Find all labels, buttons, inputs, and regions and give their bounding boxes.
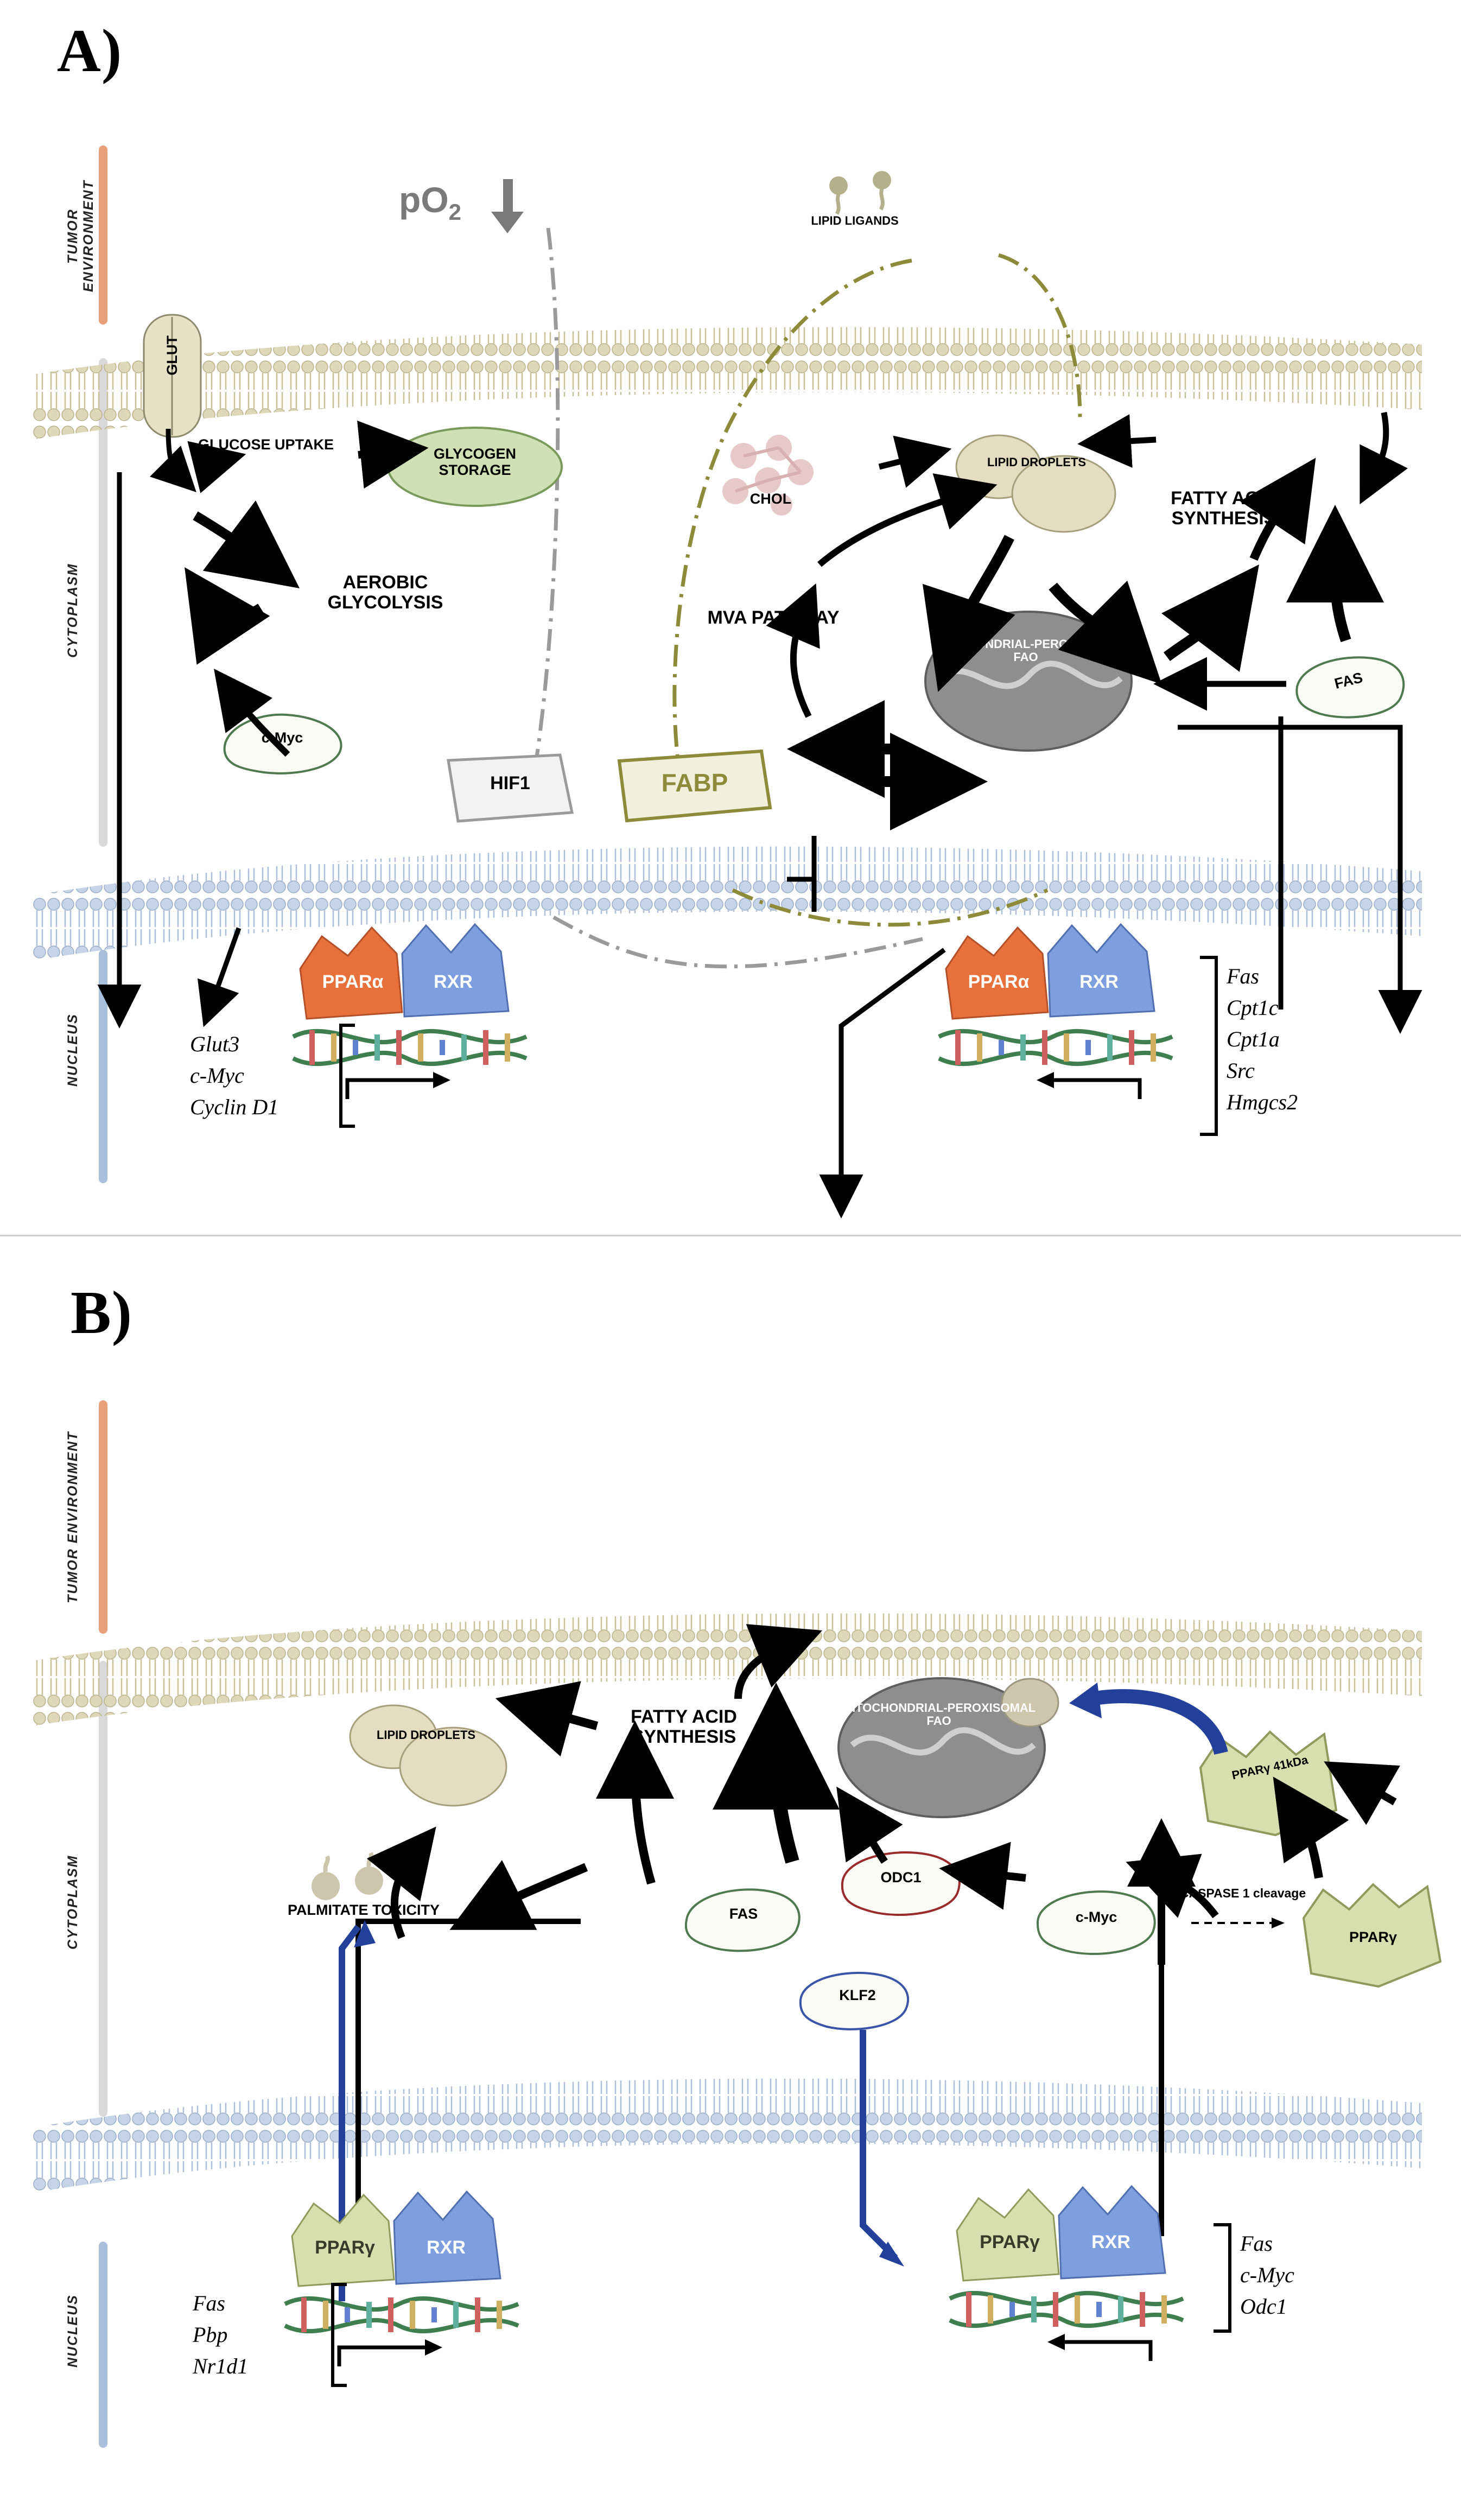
panel-b-compartment-cytoplasm: CYTOPLASM [65, 1855, 80, 1950]
caspase-cleavage-label: CASPASE 1 cleavage [1179, 1886, 1306, 1900]
mito-fao-label-a: MITOCHONDRIAL-PEROXISOMAL FAO [929, 637, 1123, 664]
ppara-label-right: PPARα [968, 972, 1030, 992]
pparg-label-left: PPARγ [315, 2237, 375, 2258]
transcription-arrow-right-a [1026, 1061, 1161, 1110]
glucose-uptake-label: GLUCOSE UPTAKE [198, 436, 334, 453]
lipid-droplets-label-a: LIPID DROPLETS [987, 455, 1087, 469]
panel-b-letter: B) [71, 1279, 132, 1347]
rxr-label-left-b: RXR [427, 2237, 466, 2258]
mva-pathway-label: MVA PATHWAY [707, 607, 840, 628]
aerobic-glycolysis-label: AEROBIC GLYCOLYSIS [327, 572, 443, 613]
klf2-label: KLF2 [839, 1987, 876, 2003]
gene-list-left-a: Glut3 c-Myc Cyclin D1 [190, 1032, 279, 1119]
hif1-label: HIF1 [490, 773, 530, 794]
panel-divider [0, 1235, 1461, 1236]
fabp-label: FABP [661, 769, 728, 797]
rxr-label-left: RXR [434, 972, 473, 992]
fas-label-b: FAS [729, 1906, 758, 1922]
fatty-acid-synthesis-label-b: FATTY ACID SYNTHESIS [631, 1706, 737, 1748]
glycogen-storage-label: GLYCOGEN STORAGE [433, 446, 517, 478]
panel-b-compartment-nucleus: NUCLEUS [65, 2294, 80, 2368]
lipid-droplets-label-b: LIPID DROPLETS [376, 1728, 476, 1742]
cmyc-label-b: c-Myc [1075, 1909, 1117, 1925]
palmitate-toxicity-label: PALMITATE TOXICITY [288, 1902, 440, 1918]
panel-a-compartment-tumor: TUMOR ENVIRONMENT [65, 180, 96, 293]
pparg-41kda-label: PPARγ 41kDa [1230, 1753, 1310, 1782]
gene-list-left-bracket-b [328, 2282, 350, 2391]
gene-list-right-bracket-a [1197, 955, 1221, 1140]
rxr-label-right: RXR [1079, 972, 1119, 992]
panel-a-compartment-nucleus: NUCLEUS [65, 1013, 80, 1087]
pparg-label-right: PPARγ [980, 2232, 1040, 2252]
fatty-acid-synthesis-label-a: FATTY ACID SYNTHESIS [1171, 488, 1277, 529]
pparg-full-label: PPARγ [1349, 1929, 1398, 1945]
panel-b-compartment-tumor: TUMOR ENVIRONMENT [65, 1431, 80, 1603]
gene-list-right-bracket-b [1210, 2223, 1234, 2337]
blue-curved-arrow [1047, 1672, 1237, 1780]
panel-a-compartment-cytoplasm: CYTOPLASM [65, 563, 80, 658]
gene-list-left-bracket-a [336, 1023, 358, 1132]
transcription-arrow-right-b [1037, 2323, 1172, 2372]
gene-list-left-b: Fas Pbp Nr1d1 [193, 2291, 249, 2378]
blue-inhibition-klf2 [809, 2030, 944, 2285]
mito-fao-label-b: MITOCHONDRIAL-PEROXISOMAL FAO [842, 1701, 1036, 1728]
chol-label: CHOL [749, 491, 792, 507]
gene-list-right-a: Fas Cpt1c Cpt1a Src Hmgcs2 [1227, 964, 1298, 1114]
panel-a-arrows [33, 304, 1444, 1020]
lipid-ligands-label: LIPID LIGANDS [811, 214, 899, 227]
odc1-label: ODC1 [880, 1869, 922, 1886]
cmyc-label-a: c-Myc [261, 729, 303, 746]
rxr-label-right-b: RXR [1091, 2232, 1130, 2252]
fas-label-a: FAS [1332, 669, 1364, 692]
gene-list-right-b: Fas c-Myc Odc1 [1240, 2231, 1294, 2319]
panel-a-letter: A) [57, 17, 123, 85]
glut-label: GLUT [164, 335, 181, 376]
po2-label: $pO_2$ [399, 180, 462, 225]
ppara-label-left: PPARα [322, 972, 384, 992]
